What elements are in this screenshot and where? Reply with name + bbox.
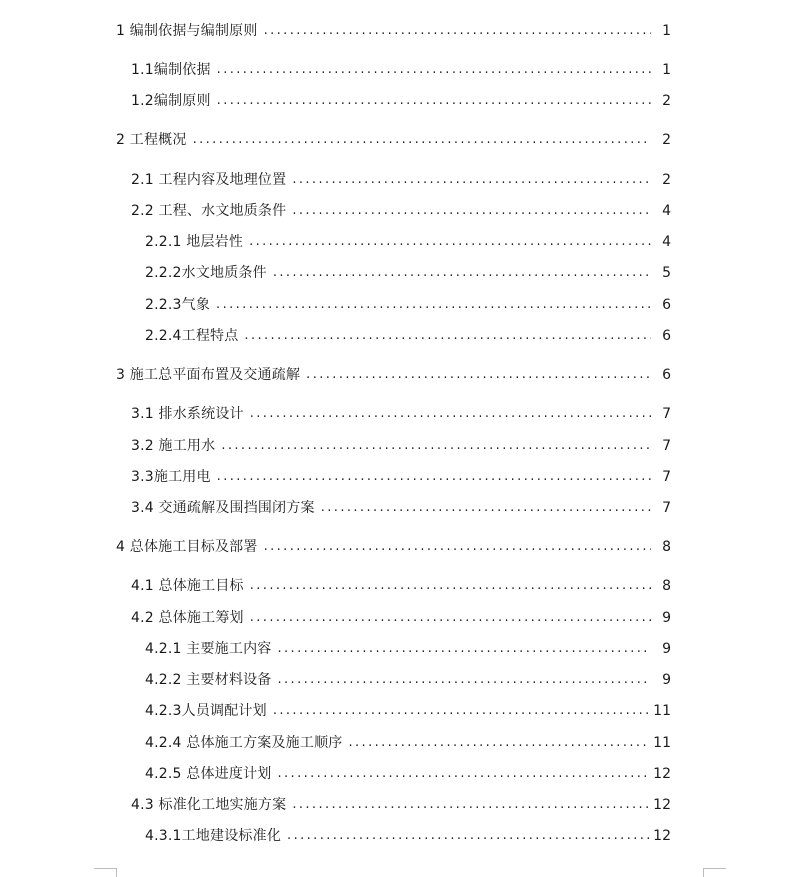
toc-dot-leader: [250, 404, 651, 424]
toc-entry[interactable]: [131, 795, 671, 815]
toc-page-number: 8: [662, 539, 671, 555]
toc-entry-title: 3.1 排水系统设计: [131, 406, 244, 422]
toc-entry[interactable]: [145, 701, 671, 721]
toc-page-number: 2: [662, 132, 671, 148]
toc-entry-title: 4 总体施工目标及部署: [116, 539, 258, 555]
toc-dot-leader: [264, 537, 651, 557]
toc-entry-title: 2.2 工程、水文地质条件: [131, 203, 287, 219]
toc-page-number: 12: [653, 766, 671, 782]
toc-entry[interactable]: [116, 21, 671, 41]
toc-page-number: 6: [662, 328, 671, 344]
toc-page-number: 5: [662, 265, 671, 281]
toc-entry-title: 2.2.1 地层岩性: [145, 234, 244, 250]
toc-page-number: 7: [662, 406, 671, 422]
toc-entry-title: 2 工程概况: [116, 132, 187, 148]
toc-dot-leader: [292, 170, 651, 190]
toc-entry-title: 1.2编制原则: [131, 93, 211, 109]
toc-entry[interactable]: [131, 436, 671, 456]
toc-dot-leader: [306, 365, 651, 385]
toc-dot-leader: [221, 436, 651, 456]
toc-dot-leader: [321, 498, 651, 518]
toc-page-number: 7: [662, 438, 671, 454]
toc-page-number: 12: [653, 828, 671, 844]
toc-entry[interactable]: [145, 232, 671, 252]
toc-entry[interactable]: [131, 60, 671, 80]
toc-page-number: 9: [662, 610, 671, 626]
toc-page-number: 11: [653, 703, 671, 719]
toc-entry-title: 2.2.4工程特点: [145, 328, 239, 344]
toc-dot-leader: [264, 21, 651, 41]
toc-entry[interactable]: [116, 130, 671, 150]
toc-page-number: 2: [662, 172, 671, 188]
toc-entry[interactable]: [145, 263, 671, 283]
toc-entry[interactable]: [131, 91, 671, 111]
toc-page-number: 4: [662, 234, 671, 250]
toc-entry-title: 4.3.1工地建设标准化: [145, 828, 282, 844]
toc-dot-leader: [292, 795, 649, 815]
toc-entry-title: 4.3 标准化工地实施方案: [131, 797, 287, 813]
toc-dot-leader: [250, 576, 651, 596]
toc-dot-leader: [217, 60, 651, 80]
toc-entry-title: 4.1 总体施工目标: [131, 578, 244, 594]
toc-entry[interactable]: [131, 576, 671, 596]
toc-page-number: 4: [662, 203, 671, 219]
toc-page-number: 9: [662, 672, 671, 688]
toc-page-number: 12: [653, 797, 671, 813]
toc-entry[interactable]: [116, 365, 671, 385]
toc-entry[interactable]: [116, 537, 671, 557]
toc-page-number: 1: [662, 62, 671, 78]
toc-dot-leader: [277, 670, 651, 690]
toc-page-number: 2: [662, 93, 671, 109]
toc-dot-leader: [249, 232, 651, 252]
toc-entry-title: 4.2.5 总体进度计划: [145, 766, 272, 782]
toc-entry[interactable]: [131, 170, 671, 190]
toc-dot-leader: [273, 701, 649, 721]
toc-entry-title: 1 编制依据与编制原则: [116, 23, 258, 39]
toc-dot-leader: [217, 467, 651, 487]
toc-dot-leader: [244, 326, 651, 346]
toc-entry-title: 2.2.3气象: [145, 297, 211, 313]
toc-entry[interactable]: [145, 670, 671, 690]
toc-dot-leader: [193, 130, 651, 150]
toc-entry-title: 3 施工总平面布置及交通疏解: [116, 367, 301, 383]
toc-entry[interactable]: [145, 639, 671, 659]
toc-entry-title: 3.3施工用电: [131, 469, 211, 485]
toc-entry-title: 4.2 总体施工筹划: [131, 610, 244, 626]
toc-entry-title: 4.2.2 主要材料设备: [145, 672, 272, 688]
toc-dot-leader: [348, 733, 649, 753]
toc-entry[interactable]: [131, 404, 671, 424]
toc-dot-leader: [217, 91, 651, 111]
toc-dot-leader: [250, 608, 651, 628]
toc-entry[interactable]: [145, 295, 671, 315]
toc-page-number: 6: [662, 297, 671, 313]
toc-page-number: 6: [662, 367, 671, 383]
toc-entry[interactable]: [145, 733, 671, 753]
toc-entry-title: 4.2.4 总体施工方案及施工顺序: [145, 735, 343, 751]
toc-entry-title: 3.4 交通疏解及围挡围闭方案: [131, 500, 315, 516]
toc-dot-leader: [216, 295, 651, 315]
toc-page-number: 7: [662, 500, 671, 516]
toc-entry[interactable]: [145, 826, 671, 846]
toc-entry-title: 1.1编制依据: [131, 62, 211, 78]
toc-entry-title: 2.1 工程内容及地理位置: [131, 172, 287, 188]
toc-entry-title: 4.2.1 主要施工内容: [145, 641, 272, 657]
toc-entry[interactable]: [131, 467, 671, 487]
toc-page-number: 8: [662, 578, 671, 594]
toc-entry[interactable]: [145, 326, 671, 346]
toc-dot-leader: [287, 826, 649, 846]
toc-entry[interactable]: [131, 201, 671, 221]
toc-page-number: 7: [662, 469, 671, 485]
toc-page-number: 9: [662, 641, 671, 657]
toc-page-number: 1: [662, 23, 671, 39]
toc-entry[interactable]: [131, 498, 671, 518]
toc-entry[interactable]: [145, 764, 671, 784]
toc-dot-leader: [277, 764, 649, 784]
toc-dot-leader: [292, 201, 651, 221]
toc-dot-leader: [273, 263, 651, 283]
toc-dot-leader: [277, 639, 651, 659]
toc-page-number: 11: [653, 735, 671, 751]
toc-entry-title: 3.2 施工用水: [131, 438, 216, 454]
toc-entry-title: 2.2.2水文地质条件: [145, 265, 267, 281]
toc-entry-title: 4.2.3人员调配计划: [145, 703, 267, 719]
toc-entry[interactable]: [131, 608, 671, 628]
